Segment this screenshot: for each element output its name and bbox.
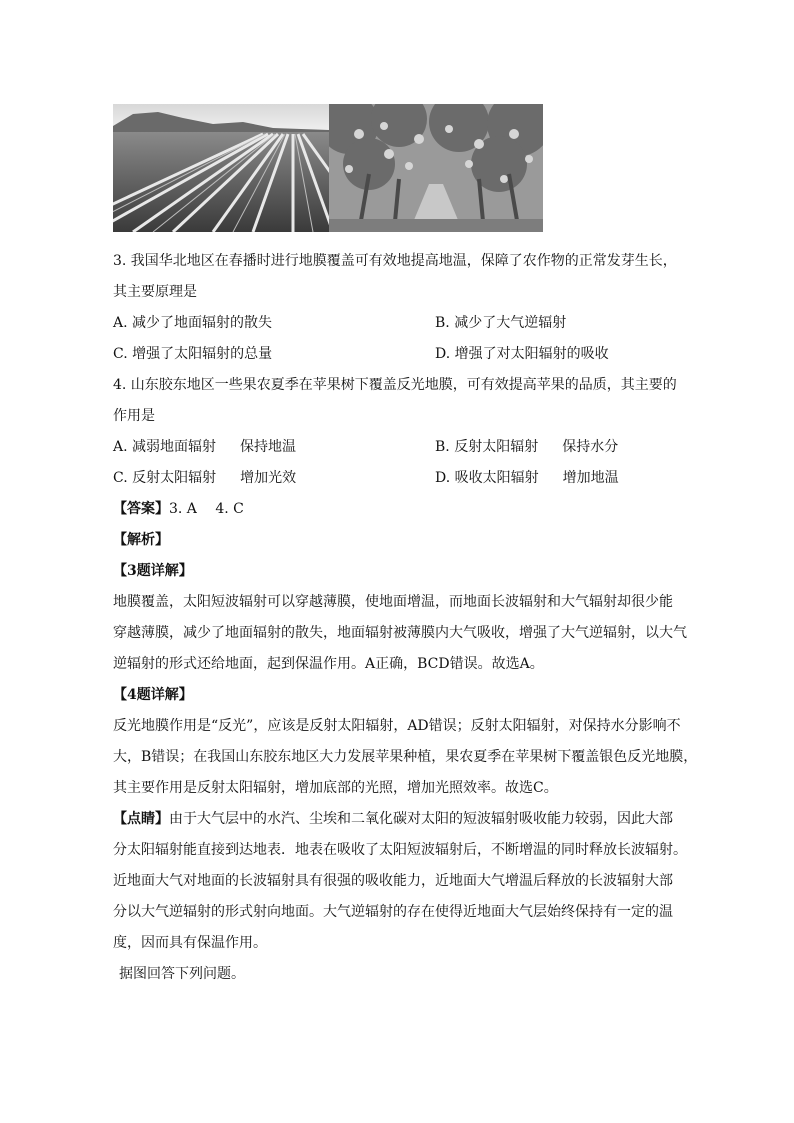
detail3-label-text: 【3题详解】 <box>113 563 193 579</box>
q4-option-c <box>113 463 435 494</box>
tip-label: 【点睛】 <box>113 811 169 827</box>
q4-option-c-part2: 增加光效 <box>240 470 297 486</box>
tip-line: 度，因而具有保温作用。 <box>113 935 267 951</box>
tip-first-text: 由于大气层中的水汽、尘埃和二氧化碳对太阳的短波辐射吸收能力较弱，因此大部 <box>169 811 673 827</box>
detail4-line: 其主要作用是反射太阳辐射，增加底部的光照，增加光照效率。故选C。 <box>113 780 558 796</box>
q3-option-c: C. 增强了太阳辐射的总量 <box>113 346 273 362</box>
analysis-label-text: 【解析】 <box>113 532 169 548</box>
q4-option-c-part1: C. 反射太阳辐射 <box>113 470 217 486</box>
q4-stem-line1: 4. 山东胶东地区一些果农夏季在苹果树下覆盖反光地膜，可有效提高苹果的品质，其主要的 <box>113 377 677 393</box>
photo-strip <box>113 104 543 232</box>
q3-option-b: B. 减少了大气逆辐射 <box>435 315 567 331</box>
tip-first-line <box>113 804 685 835</box>
q4-option-a-part1: A. 减弱地面辐射 <box>113 439 217 455</box>
q3-option-d: D. 增强了对太阳辐射的吸收 <box>435 346 609 362</box>
detail4-label <box>113 680 685 711</box>
detail3-line: 逆辐射的形式还给地面，起到保温作用。A正确，BCD错误。故选A。 <box>113 656 544 672</box>
q3-stem-line2: 其主要原理是 <box>113 284 197 300</box>
q4-options-row2 <box>113 463 685 494</box>
detail4-label-text: 【4题详解】 <box>113 687 193 703</box>
q4-option-a-part2: 保持地温 <box>240 439 297 455</box>
detail4-line: 反光地膜作用是“反光”，应该是反射太阳辐射，AD错误；反射太阳辐射，对保持水分影响不 <box>113 718 681 734</box>
q4-option-d <box>435 463 619 494</box>
q3-options-row1 <box>113 308 685 339</box>
q4-option-b-part1: B. 反射太阳辐射 <box>435 439 539 455</box>
q4-option-b-part2: 保持水分 <box>562 439 619 455</box>
detail3-label <box>113 556 685 587</box>
q4-option-d-part2: 增加地温 <box>562 470 619 486</box>
apple-orchard-photo <box>329 104 543 232</box>
tip-line: 近地面大气对地面的长波辐射具有很强的吸收能力，近地面大气增温后释放的长波辐射大部 <box>113 873 673 889</box>
answer-label: 【答案】 <box>113 501 169 517</box>
detail3-line: 穿越薄膜，减少了地面辐射的散失，地面辐射被薄膜内大气吸收，增强了大气逆辐射，以大气 <box>113 625 687 641</box>
detail3-line: 地膜覆盖，太阳短波辐射可以穿越薄膜，使地面增温，而地面长波辐射和大气辐射却很少能 <box>113 594 673 610</box>
question-content <box>113 246 698 990</box>
analysis-label <box>113 525 685 556</box>
tip-line: 分以大气逆辐射的形式射向地面。大气逆辐射的存在使得近地面大气层始终保持有一定的温 <box>113 904 673 920</box>
answer-line <box>113 494 685 525</box>
next-question-prompt: 据图回答下列问题。 <box>119 966 245 982</box>
q3-stem-line1: 3. 我国华北地区在春播时进行地膜覆盖可有效地提高地温，保障了农作物的正常发芽生长， <box>113 253 677 269</box>
q4-stem-line2: 作用是 <box>113 408 155 424</box>
tip-line: 分太阳辐射能直接到达地表．地表在吸收了太阳短波辐射后，不断增温的同时释放长波辐射。 <box>113 842 687 858</box>
q4-options-row1 <box>113 432 685 463</box>
q4-option-b <box>435 432 618 463</box>
answer-text: 3. A 4. C <box>169 501 244 517</box>
q3-option-a: A. 减少了地面辐射的散失 <box>113 315 273 331</box>
q4-option-a <box>113 432 435 463</box>
q4-option-d-part1: D. 吸收太阳辐射 <box>435 470 539 486</box>
detail4-line: 大，B错误；在我国山东胶东地区大力发展苹果种植，果农夏季在苹果树下覆盖银色反光地膜， <box>113 749 698 765</box>
plastic-mulch-field-photo <box>113 104 329 232</box>
q3-options-row2 <box>113 339 685 370</box>
